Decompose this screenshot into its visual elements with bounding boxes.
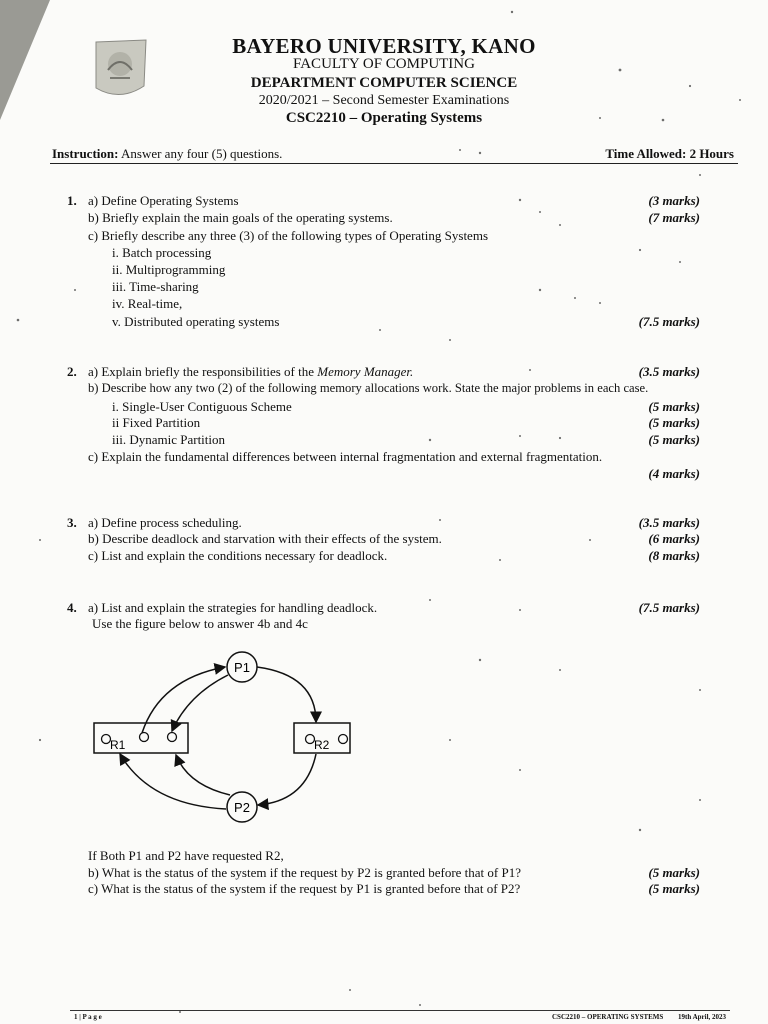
edge-p1-to-r2 (257, 667, 316, 722)
q4-part-c-marks: (5 marks) (648, 881, 700, 896)
q1-item: iii. Time-sharing (112, 279, 199, 294)
q1-item: v. Distributed operating systems (112, 314, 280, 329)
header-divider (50, 163, 738, 164)
q1-part-a-marks: (3 marks) (648, 193, 700, 208)
instruction (52, 146, 282, 162)
q1-number: 1. (67, 193, 77, 208)
edge-r2-to-p2 (258, 754, 316, 805)
q2-part-a-marks: (3.5 marks) (638, 364, 700, 379)
q4-part-a-marks: (7.5 marks) (638, 600, 700, 615)
q2-number: 2. (67, 364, 77, 379)
q2-part-a (88, 364, 413, 380)
q4-part-b: b) What is the status of the system if the request by P2 is granted before that of P1? (88, 865, 521, 880)
q2-item-marks: (5 marks) (648, 415, 700, 430)
q4-number: 4. (67, 600, 77, 615)
r2-instance-dot (339, 735, 348, 744)
q4-condition: If Both P1 and P2 have requested R2, (88, 848, 284, 863)
process-p2-label: P2 (234, 800, 250, 815)
q2-item: iii. Dynamic Partition (112, 432, 226, 447)
q3-part-b-marks: (6 marks) (648, 531, 700, 546)
footer-page-number: 1 | P a g e (74, 1013, 102, 1021)
r1-instance-dot (140, 733, 149, 742)
q4-part-a: a) List and explain the strategies for handling deadlock. (88, 600, 378, 615)
q1-item: iv. Real-time, (112, 296, 183, 311)
q4-figure-instruction: Use the figure below to answer 4b and 4c (92, 616, 308, 631)
q2-part-a-emphasis: Memory Manager. (317, 364, 414, 379)
instruction-text: Answer any four (5) questions. (121, 146, 283, 161)
q1-part-c-marks: (7.5 marks) (638, 314, 700, 329)
faculty-name: FACULTY OF COMPUTING (293, 56, 475, 72)
q1-part-c: c) Briefly describe any three (3) of the following types of Operating Systems (88, 228, 488, 243)
q3-part-c-marks: (8 marks) (648, 548, 700, 563)
q2-part-b: b) Describe how any two (2) of the following memory allocations work. State the major problems in each case. (88, 381, 649, 395)
q3-number: 3. (67, 515, 77, 530)
q1-part-b-marks: (7 marks) (648, 210, 700, 225)
q1-part-b: b) Briefly explain the main goals of the operating systems. (88, 210, 393, 225)
footer-date: 19th April, 2023 (678, 1013, 727, 1021)
q1-item: i. Batch processing (112, 245, 212, 260)
q2-item-marks: (5 marks) (648, 399, 700, 414)
process-p1-label: P1 (234, 660, 250, 675)
footer-course: CSC2210 – OPERATING SYSTEMS (552, 1013, 664, 1021)
q2-part-c-marks: (4 marks) (648, 466, 700, 481)
q2-item: i. Single-User Contiguous Scheme (112, 399, 292, 414)
q1-part-a: a) Define Operating Systems (88, 193, 239, 208)
edge-p2-to-r1-b (176, 755, 230, 795)
q2-part-a-text: a) Explain briefly the responsibilities of the (88, 364, 318, 379)
q2-item-marks: (5 marks) (648, 432, 700, 447)
q4-part-b-marks: (5 marks) (648, 865, 700, 880)
q2-part-c: c) Explain the fundamental differences between internal fragmentation and external fragmentation. (88, 449, 603, 464)
q3-part-b: b) Describe deadlock and starvation with their effects of the system. (88, 531, 442, 546)
resource-r2-label: R2 (314, 738, 330, 752)
instruction-label: Instruction: (52, 146, 119, 161)
q4-part-c: c) What is the status of the system if the request by P1 is granted before that of P2? (88, 881, 521, 896)
footer-divider (70, 1010, 730, 1011)
course-title: CSC2210 – Operating Systems (285, 110, 483, 126)
resource-r1-label: R1 (110, 738, 126, 752)
time-allowed: Time Allowed: 2 Hours (605, 146, 734, 161)
university-name: BAYERO UNIVERSITY, KANO (232, 34, 536, 58)
q2-item: ii Fixed Partition (112, 415, 201, 430)
edge-p2-to-r1 (120, 754, 226, 809)
resource-allocation-graph (80, 645, 380, 835)
department-name: DEPARTMENT COMPUTER SCIENCE (250, 75, 518, 91)
r1-instance-dot (168, 733, 177, 742)
q3-part-a: a) Define process scheduling. (88, 515, 242, 530)
exam-session: 2020/2021 – Second Semester Examinations (258, 93, 510, 108)
q1-item: ii. Multiprogramming (112, 262, 226, 277)
q3-part-a-marks: (3.5 marks) (638, 515, 700, 530)
q3-part-c: c) List and explain the conditions necessary for deadlock. (88, 548, 388, 563)
